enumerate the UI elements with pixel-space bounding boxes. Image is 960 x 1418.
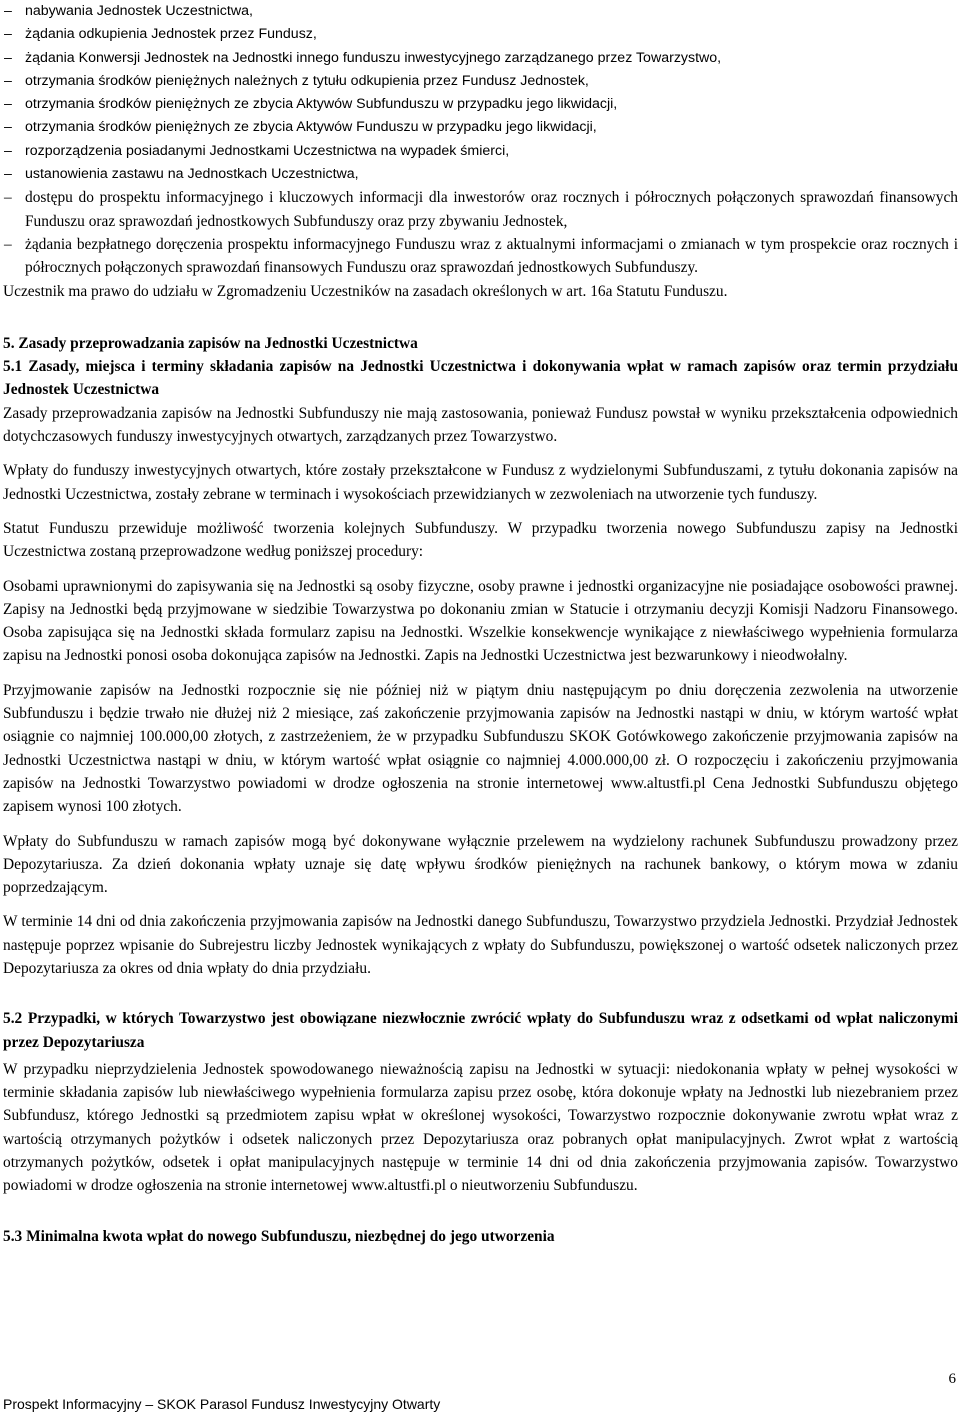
- list-item: – ustanowienia zastawu na Jednostkach Uczestnictwa,: [3, 163, 958, 186]
- paragraph: W terminie 14 dni od dnia zakończenia przyjmowania zapisów na Jednostki danego Subfunduszu, Towarzystwo przydziela Jednostki. Przydział Jednostek następuje poprzez wpisanie do Subrejestru liczby Jednostek wynikających z wpłaty do Subfunduszu, powiększonej o wartość odsetek naliczonych przez Depozytariusza za okres od dnia wpłaty do dnia przydziału.: [3, 913, 958, 977]
- section-5-1-heading: 5.1 Zasady, miejsca i terminy składania zapisów na Jednostki Uczestnictwa i dokonywania wpłat w ramach zapisów oraz termin przydziału Jednostek Uczestnictwa: [3, 358, 958, 399]
- page-footer: Prospekt Informacyjny – SKOK Parasol Fundusz Inwestycyjny Otwarty: [3, 1396, 441, 1412]
- section-5-3-heading: 5.3 Minimalna kwota wpłat do nowego Subfunduszu, niezbędnej do jego utworzenia: [3, 1227, 555, 1245]
- list-item: – nabywania Jednostek Uczestnictwa,: [3, 0, 958, 23]
- paragraph: Wpłaty do funduszy inwestycyjnych otwartych, które zostały przekształcone w Fundusz z wydzielonymi Subfunduszami, z tytułu dokonania zapisów na Jednostki Uczestnictwa, zostały zebrane w terminach i wysokościach przewidzianych w zezwoleniach na utworzenie tych funduszy.: [3, 462, 958, 503]
- list-item: – rozporządzenia posiadanymi Jednostkami Uczestnictwa na wypadek śmierci,: [3, 140, 958, 163]
- list-item: – żądania bezpłatnego doręczenia prospektu informacyjnego Funduszu wraz z aktualnymi informacjami o zmianach w tym prospekcie oraz rocznych i półrocznych połączonych sprawozdań finansowych Funduszu oraz sprawozdań jednostkowych Subfunduszy.: [3, 233, 958, 280]
- paragraph: W przypadku nieprzydzielenia Jednostek spowodowanego nieważnością zapisu na Jednostki w sytuacji: niedokonania wpłaty w pełnej wysokości w terminie składania zapisów lub niewłaściwego wypełnienia formularza zapisu przez osobę, która dokonuje wpłaty na Jednostki lub niezebraniem przez Subfundusz, którego Jednostki są przedmiotem zapisu wpłat w określonej wysokości, Towarzystwo rozpocznie dokonywanie zwrotu wpłat wraz z wartością otrzymanych pożytków i odsetek naliczonych przez Depozytariusza oraz pobranych opłat manipulacyjnych. Zwrot wpłat z wartością otrzymanych pożytków, odsetek i opłat manipulacyjnych następuje w terminie 14 dni od dnia zakończenia przyjmowania zapisów. Towarzystwo powiadomi w drodze ogłoszenia na stronie internetowej www.altustfi.pl o nieutworzeniu Subfunduszu.: [3, 1060, 958, 1195]
- paragraph-zgromadzenie: Uczestnik ma prawo do udziału w Zgromadzeniu Uczestników na zasadach określonych w art. 16a Statutu Funduszu.: [3, 282, 728, 300]
- list-item: – otrzymania środków pieniężnych ze zbycia Aktywów Funduszu w przypadku jego likwidacji,: [3, 116, 958, 139]
- rights-list: [3, 0, 958, 280]
- section-5-heading: 5. Zasady przeprowadzania zapisów na Jednostki Uczestnictwa: [3, 334, 418, 352]
- paragraph: Wpłaty do Subfunduszu w ramach zapisów mogą być dokonywane wyłącznie przelewem na wydzielony rachunek Subfunduszu prowadzony przez Depozytariusza. Za dzień dokonania wpłaty uznaje się datę wpływu środków pieniężnych na rachunek bankowy, o którym mowa w zdaniu poprzedzającym.: [3, 832, 958, 897]
- section-5-2-heading: 5.2 Przypadki, w których Towarzystwo jest obowiązane niezwłocznie zwrócić wpłaty do Subfunduszu wraz z odsetkami od wpłat naliczonymi przez Depozytariusza: [3, 1010, 958, 1051]
- list-item: – żądania odkupienia Jednostek przez Fundusz,: [3, 23, 958, 46]
- document-page: [3, 0, 958, 1248]
- page-number: 6: [948, 1371, 956, 1387]
- list-item: – otrzymania środków pieniężnych należnych z tytułu odkupienia przez Fundusz Jednostek,: [3, 70, 958, 93]
- list-item: – otrzymania środków pieniężnych ze zbycia Aktywów Subfunduszu w przypadku jego likwidacji,: [3, 93, 958, 116]
- list-item: – dostępu do prospektu informacyjnego i kluczowych informacji dla inwestorów oraz rocznych i półrocznych połączonych sprawozdań finansowych Funduszu oraz sprawozdań jednostkowych Subfunduszy oraz przy zbywaniu Jednostek,: [3, 186, 958, 233]
- footer-divider: [3, 1390, 957, 1391]
- paragraph: Zasady przeprowadzania zapisów na Jednostki Subfunduszy nie mają zastosowania, ponieważ Fundusz powstał w wyniku przekształcenia odpowiednich dotychczasowych funduszy inwestycyjnych otwartych, zarządzanych przez Towarzystwo.: [3, 404, 958, 446]
- paragraph: Osobami uprawnionymi do zapisywania się na Jednostki są osoby fizyczne, osoby prawne i jednostki organizacyjne nie posiadające osobowości prawnej. Zapisy na Jednostki będą przyjmowane w siedzibie Towarzystwa po dokonaniu zmian w Statucie i otrzymaniu decyzji Komisji Nadzoru Finansowego. Osoba zapisująca się na Jednostki składa formularz zapisu na Jednostki. Wszelkie konsekwencje wynikające z niewłaściwego wypełnienia formularza zapisu na Jednostki ponosi osoba dokonująca zapisów na Jednostki. Zapis na Jednostki Uczestnictwa jest bezwarunkowy i nieodwołalny.: [3, 577, 958, 665]
- paragraph: Statut Funduszu przewiduje możliwość tworzenia kolejnych Subfunduszy. W przypadku tworzenia nowego Subfunduszu zapisy na Jednostki Uczestnictwa zostaną przeprowadzone według poniższej procedury:: [3, 519, 958, 561]
- list-item: – żądania Konwersji Jednostek na Jednostki innego funduszu inwestycyjnego zarządzanego przez Towarzystwo,: [3, 47, 958, 70]
- paragraph: Przyjmowanie zapisów na Jednostki rozpocznie się nie później niż w piątym dniu następującym po dniu doręczenia zezwolenia na utworzenie Subfunduszu i będzie trwało nie dłużej niż 2 miesiące, zaś zakończenie przyjmowania zapisów na Jednostki nastąpi w dniu, w którym wartość wpłat osiągnie co najmniej 100.000,00 złotych, z zastrzeżeniem, że w przypadku Subfunduszu SKOK Gotówkowego zakończenie przyjmowania zapisów na Jednostki Uczestnictwa nastąpi w dniu, w którym wartość wpłat osiągnie co najmniej 4.000.000,00 zł. O rozpoczęciu i zakończeniu przyjmowania zapisów na Jednostki Towarzystwo powiadomi w drodze ogłoszenia na stronie internetowej www.altustfi.pl Cena Jednostki Subfunduszu objętego zapisem wynosi 100 złotych.: [3, 681, 958, 816]
